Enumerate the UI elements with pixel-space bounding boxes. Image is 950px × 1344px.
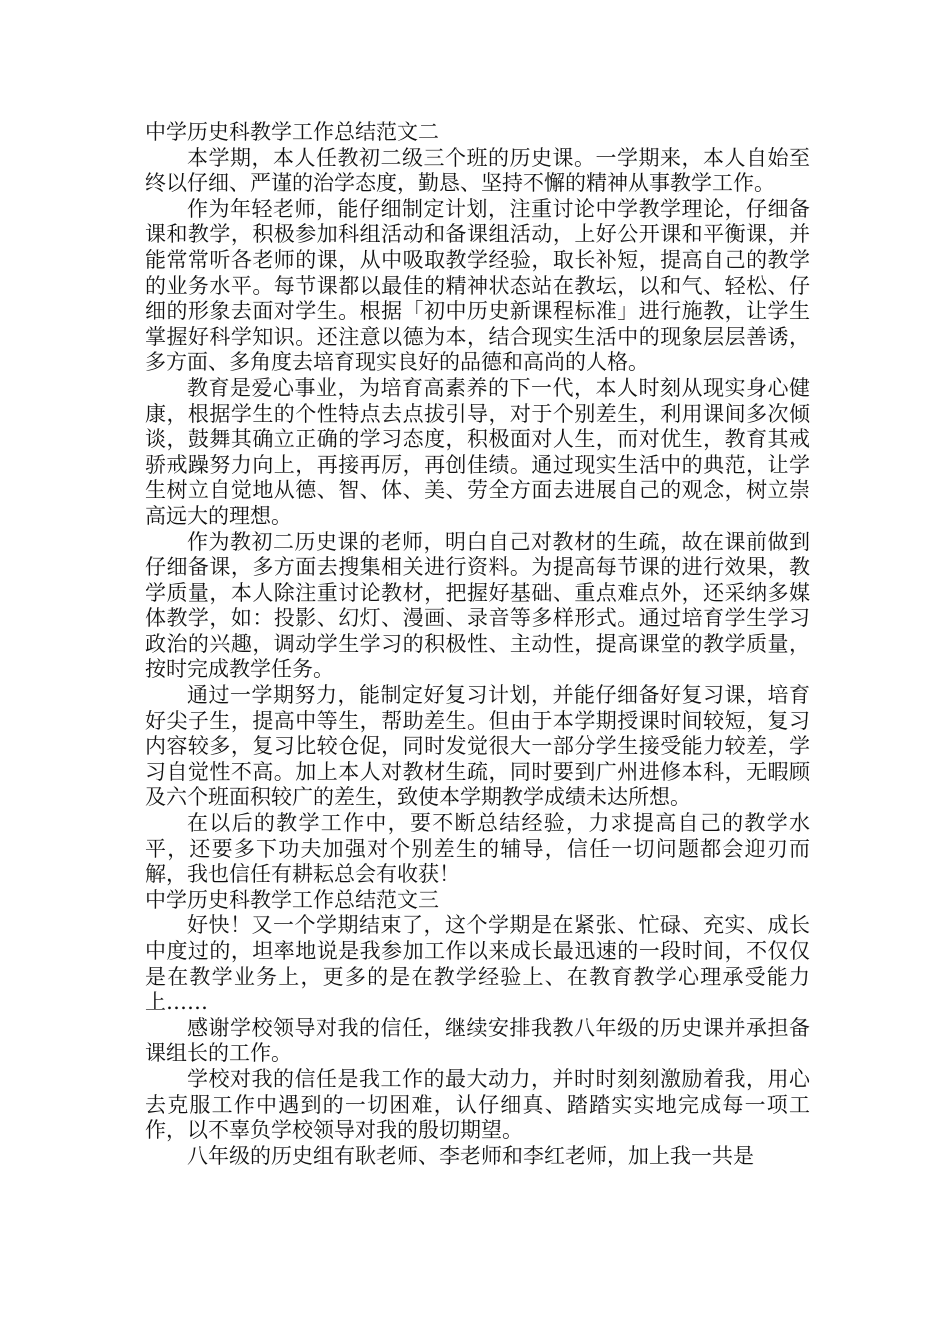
section-title-3: 中学历史科教学工作总结范文三: [145, 887, 439, 912]
section2-paragraph-5: 通过一学期努力，能制定好复习计划，并能仔细备好复习课，培育好尖子生，提高中等生，帮助差生。但由于本学期授课时间较短，复习内容较多，复习比较仓促，同时发觉很大一部分学生接受能力较差，学习自觉性不高。加上本人对教材生疏，同时要到广州进修本科，无暇顾及六个班面积较广的差生，致使本学期教学成绩未达所想。: [145, 683, 810, 810]
section2-paragraph-1: 本学期，本人任教初二级三个班的历史课。一学期来，本人自始至终以仔细、严谨的治学态度，勤恳、坚持不懈的精神从事教学工作。: [145, 145, 810, 196]
document-body: [145, 120, 810, 1169]
section3-paragraph-2: 感谢学校领导对我的信任，继续安排我教八年级的历史课并承担备课组长的工作。: [145, 1015, 810, 1066]
section3-paragraph-1: 好快！又一个学期结束了，这个学期是在紧张、忙碌、充实、成长中度过的，坦率地说是我参加工作以来成长最迅速的一段时间，不仅仅是在教学业务上，更多的是在教学经验上、在教育教学心理承受能力上……: [145, 913, 810, 1015]
section2-paragraph-6: 在以后的教学工作中，要不断总结经验，力求提高自己的教学水平，还要多下功夫加强对个别差生的辅导，信任一切问题都会迎刃而解，我也信任有耕耘总会有收获！: [145, 811, 810, 887]
section3-paragraph-4: 八年级的历史组有耿老师、李老师和李红老师，加上我一共是: [187, 1143, 754, 1168]
section3-paragraph-3: 学校对我的信任是我工作的最大动力，并时时刻刻激励着我，用心去克服工作中遇到的一切困难，认仔细真、踏踏实实地完成每一项工作，以不辜负学校领导对我的殷切期望。: [145, 1066, 810, 1143]
section-title-2: 中学历史科教学工作总结范文二: [145, 120, 439, 144]
section2-paragraph-4: 作为教初二历史课的老师，明白自己对教材的生疏，故在课前做到仔细备课，多方面去搜集相关进行资料。为提高每节课的进行效果，教学质量，本人除注重讨论教材，把握好基础、重点难点外，还采纳多媒体教学，如：投影、幻灯、漫画、录音等多样形式。通过培育学生学习政治的兴趣，调动学生学习的积极性、主动性，提高课堂的教学质量，按时完成教学任务。: [145, 529, 810, 682]
section2-paragraph-2: 作为年轻老师，能仔细制定计划，注重讨论中学教学理论，仔细备课和教学，积极参加科组活动和备课组活动，上好公开课和平衡课，并能常常听各老师的课，从中吸取教学经验，取长补短，提高自己的教学的业务水平。每节课都以最佳的精神状态站在教坛，以和气、轻松、仔细的形象去面对学生。根据「初中历史新课程标准」进行施教，让学生掌握好科学知识。还注意以德为本，结合现实生活中的现象层层善诱，多方面、多角度去培育现实良好的品德和高尚的人格。: [145, 196, 810, 375]
section2-paragraph-3: 教育是爱心事业，为培育高素养的下一代，本人时刻从现实身心健康，根据学生的个性特点去点拔引导，对于个别差生，利用课间多次倾谈，鼓舞其确立正确的学习态度，积极面对人生，而对优生，教育其戒骄戒躁努力向上，再接再厉，再创佳绩。通过现实生活中的典范，让学生树立自觉地从德、智、体、美、劳全方面去进展自己的观念，树立崇高远大的理想。: [145, 375, 810, 528]
